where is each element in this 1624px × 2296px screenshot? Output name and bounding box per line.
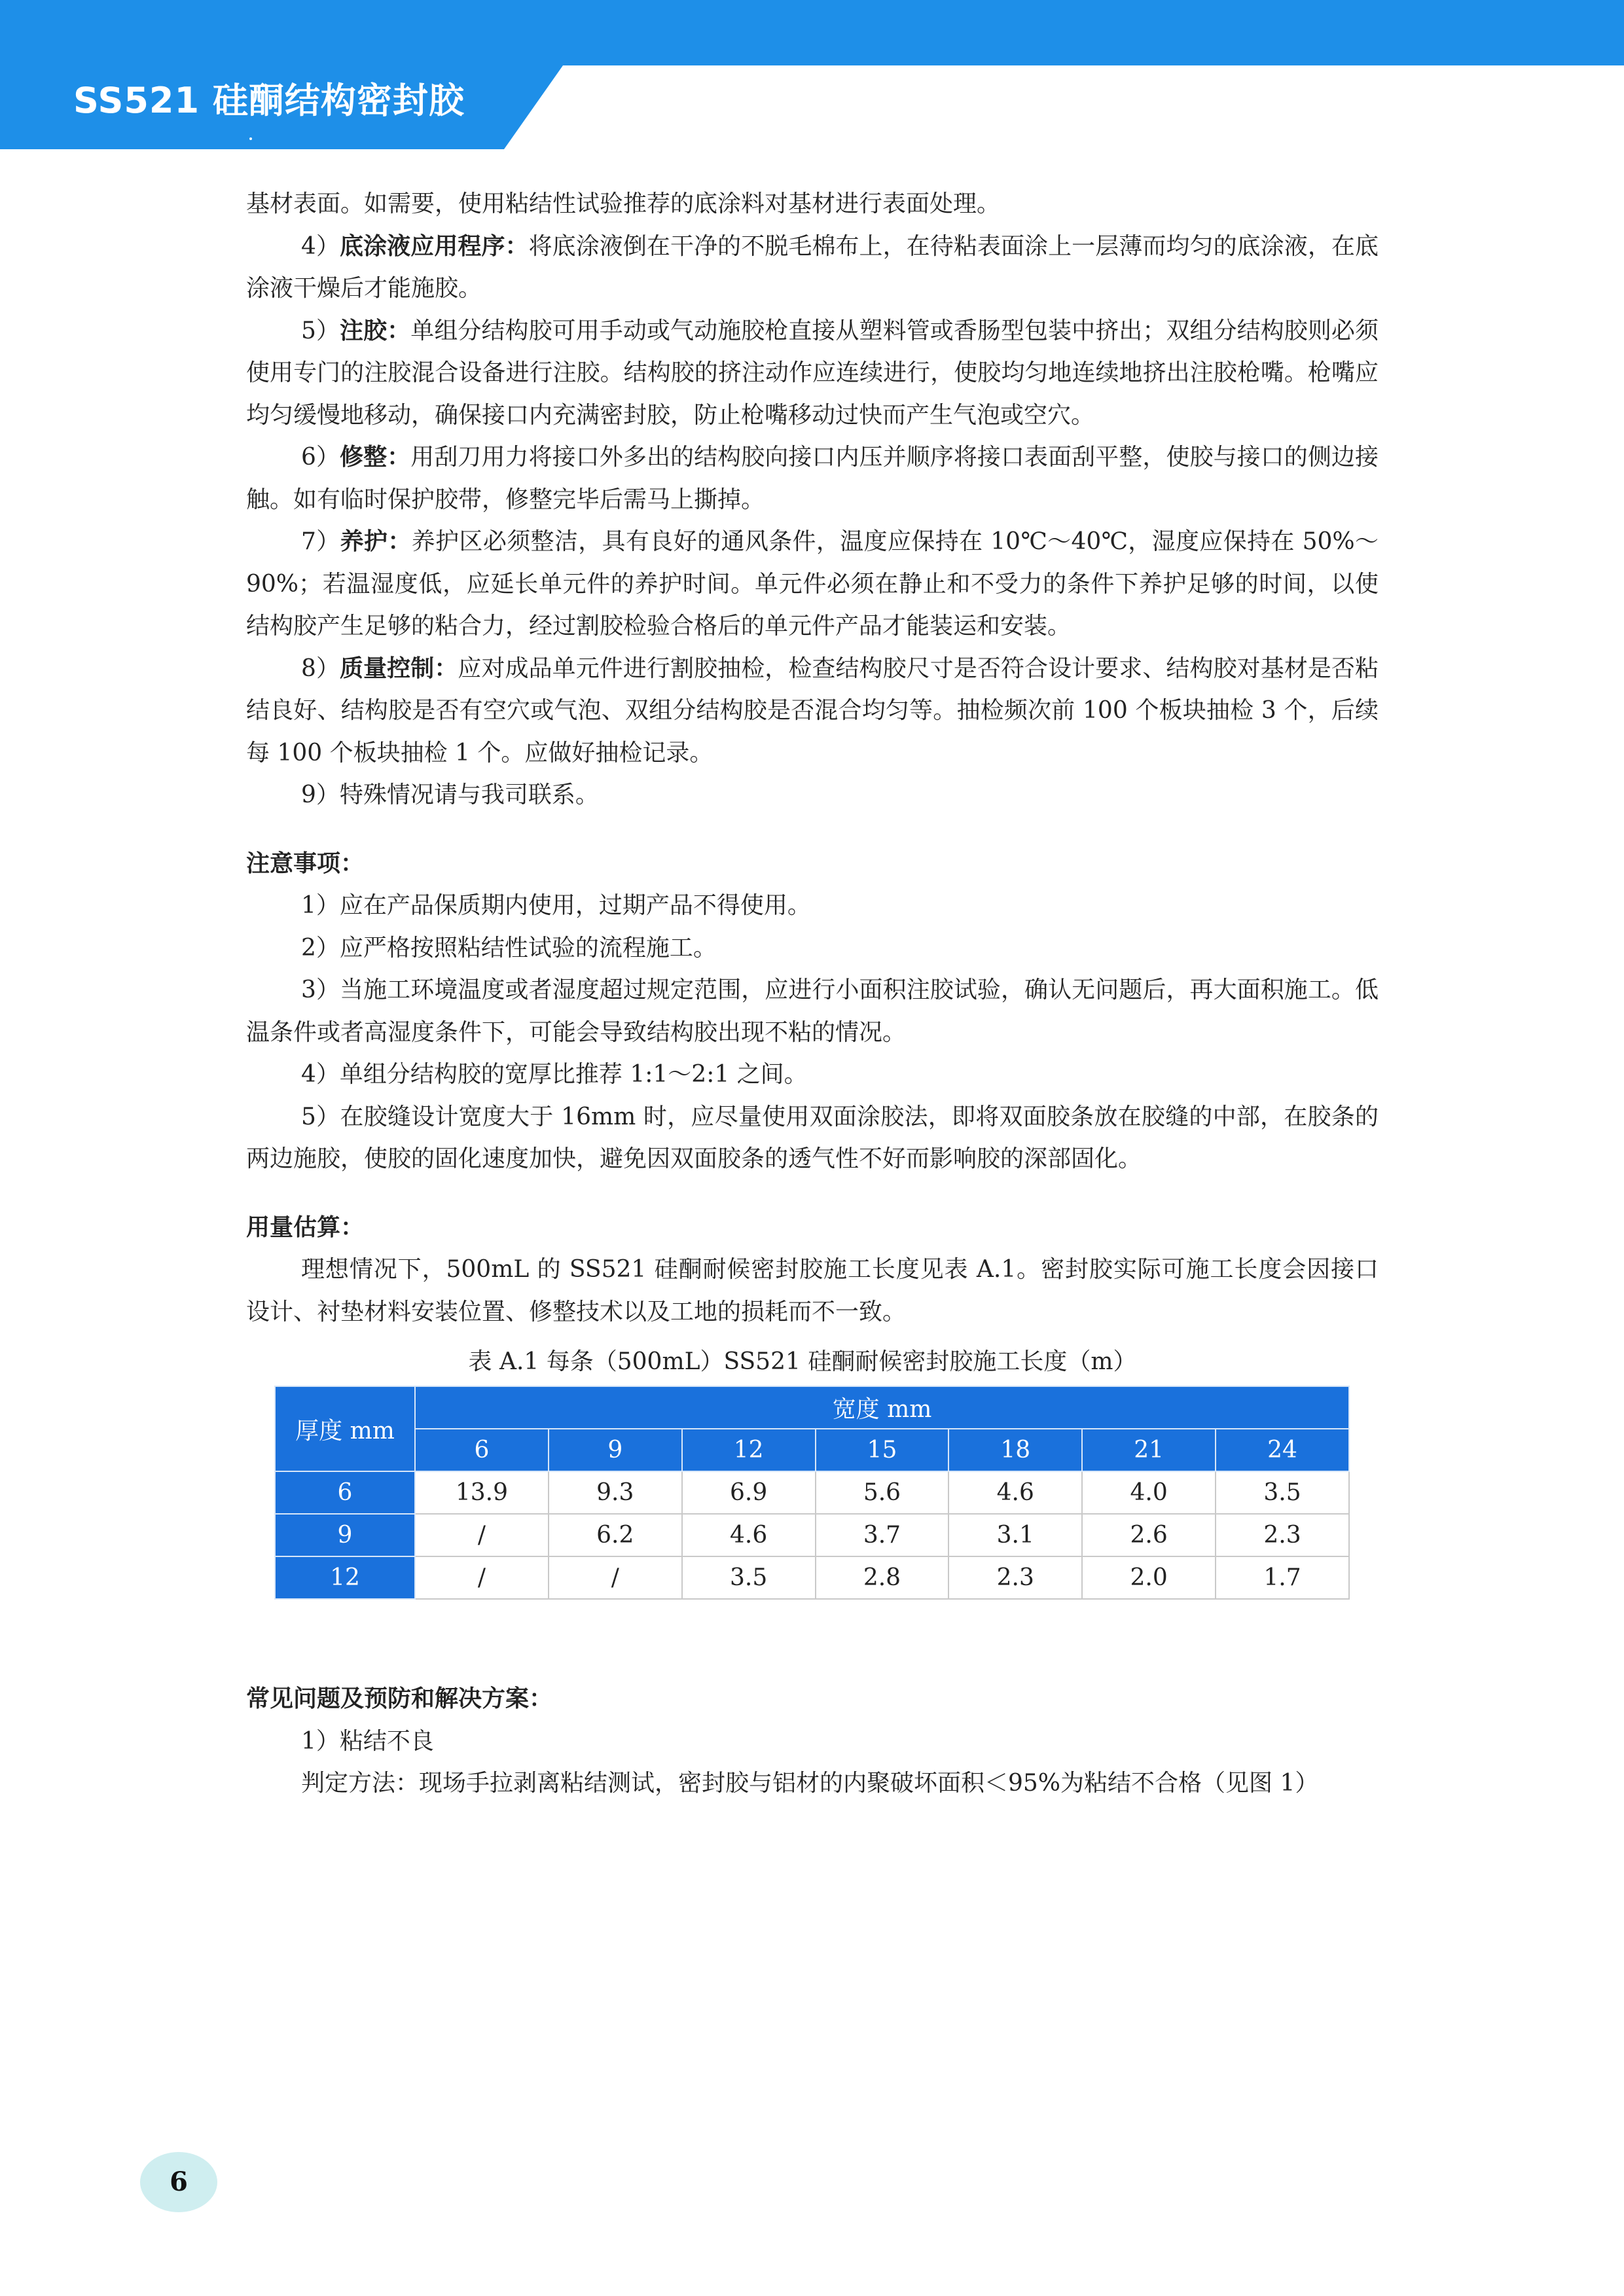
width-cell: 21 <box>1082 1429 1216 1471</box>
width-cell: 24 <box>1216 1429 1349 1471</box>
width-cell: 9 <box>549 1429 682 1471</box>
note-item: 4）单组分结构胶的宽厚比推荐 1:1～2:1 之间。 <box>301 1061 808 1088</box>
faq-item-title: 1）粘结不良 <box>301 1727 434 1755</box>
step-label: 5） <box>301 317 340 344</box>
value-cell: 3.5 <box>1216 1471 1349 1514</box>
step-quality-control <box>246 648 1379 775</box>
value-cell: 13.9 <box>415 1471 549 1514</box>
value-cell: 2.8 <box>816 1556 949 1599</box>
yield-table <box>274 1386 1350 1600</box>
value-cell: / <box>549 1556 682 1599</box>
paragraph-substrate: 基材表面。如需要，使用粘结性试验推荐的底涂料对基材进行表面处理。 <box>246 190 1001 217</box>
value-cell: 3.1 <box>948 1514 1082 1556</box>
step-title: 养护： <box>340 528 412 555</box>
step-injection <box>246 310 1379 437</box>
table-row <box>275 1514 1349 1556</box>
value-cell: 4.0 <box>1082 1471 1216 1514</box>
step-text: 应对成品单元件进行割胶抽检，检查结构胶尺寸是否符合设计要求、结构胶对基材是否粘结良好、结构胶是否有空穴或气泡、双组分结构胶是否混合均匀等。抽检频次前 100 个板块抽检 3 个，后续每 100 个板块抽检 1 个。应做好抽检记录。 <box>246 655 1379 766</box>
thickness-cell: 9 <box>275 1514 415 1556</box>
step-label: 8） <box>301 655 340 682</box>
value-cell: 4.6 <box>682 1514 816 1556</box>
step-text: 将底涂液倒在干净的不脱毛棉布上，在待粘表面涂上一层薄而均匀的底涂液，在底涂液干燥后才能施胶。 <box>246 232 1379 302</box>
value-cell: 6.9 <box>682 1471 816 1514</box>
step-title: 底涂液应用程序： <box>340 232 529 260</box>
document-title: SS521 硅酮结构密封胶 <box>73 80 465 121</box>
note-item: 3）当施工环境温度或者湿度超过规定范围，应进行小面积注胶试验，确认无问题后，再大面积施工。低温条件或者高湿度条件下，可能会导致结构胶出现不粘的情况。 <box>246 977 1379 1046</box>
thickness-header: 厚度 mm <box>275 1386 415 1471</box>
width-header: 宽度 mm <box>415 1386 1349 1429</box>
faq-judge-method: 判定方法：现场手拉剥离粘结测试，密封胶与铝材的内聚破坏面积＜95%为粘结不合格（见图 1） <box>301 1770 1319 1797</box>
faq-heading: 常见问题及预防和解决方案： <box>246 1685 553 1712</box>
table-row <box>275 1556 1349 1599</box>
page-number-badge: 6 <box>140 2152 217 2212</box>
value-cell: / <box>415 1514 549 1556</box>
value-cell: 6.2 <box>549 1514 682 1556</box>
step-title: 注胶： <box>340 317 411 344</box>
value-cell: 2.3 <box>948 1556 1082 1599</box>
usage-text: 理想情况下，500mL 的 SS521 硅酮耐候密封胶施工长度见表 A.1。密封胶实际可施工长度会因接口设计、衬垫材料安装位置、修整技术以及工地的损耗而不一致。 <box>246 1256 1379 1325</box>
table-row <box>275 1471 1349 1514</box>
value-cell: / <box>415 1556 549 1599</box>
value-cell: 2.6 <box>1082 1514 1216 1556</box>
step-label: 4） <box>301 232 340 260</box>
width-cell: 18 <box>948 1429 1082 1471</box>
step-title: 修整： <box>340 444 411 471</box>
step-special-cases: 9）特殊情况请与我司联系。 <box>301 781 599 808</box>
value-cell: 1.7 <box>1216 1556 1349 1599</box>
page-content <box>246 183 1379 1805</box>
value-cell: 3.7 <box>816 1514 949 1556</box>
value-cell: 4.6 <box>948 1471 1082 1514</box>
value-cell: 5.6 <box>816 1471 949 1514</box>
thickness-cell: 6 <box>275 1471 415 1514</box>
step-text: 养护区必须整洁，具有良好的通风条件，温度应保持在 10℃～40℃，湿度应保持在 50%～90%；若温湿度低，应延长单元件的养护时间。单元件必须在静止和不受力的条件下养护足够的时间，以使结构胶产生足够的粘合力，经过割胶检验合格后的单元件产品才能装运和安装。 <box>246 528 1379 639</box>
usage-heading: 用量估算： <box>246 1213 365 1241</box>
table-caption: 表 A.1 每条（500mL）SS521 硅酮耐候密封胶施工长度（m） <box>468 1348 1137 1375</box>
header-bar <box>0 0 1624 65</box>
step-primer <box>246 226 1379 310</box>
header-dot <box>249 137 252 140</box>
step-curing <box>246 521 1379 648</box>
step-label: 7） <box>301 528 340 555</box>
note-item: 5）在胶缝设计宽度大于 16mm 时，应尽量使用双面涂胶法，即将双面胶条放在胶缝的中部，在胶条的两边施胶，使胶的固化速度加快，避免因双面胶条的透气性不好而影响胶的深部固化。 <box>246 1103 1379 1172</box>
step-finishing <box>246 437 1379 521</box>
step-text: 单组分结构胶可用手动或气动施胶枪直接从塑料管或香肠型包装中挤出；双组分结构胶则必须使用专门的注胶混合设备进行注胶。结构胶的挤注动作应连续进行，使胶均匀地连续地挤出注胶枪嘴。枪嘴应均匀缓慢地移动，确保接口内充满密封胶，防止枪嘴移动过快而产生气泡或空穴。 <box>246 317 1379 429</box>
table-width-row <box>275 1429 1349 1471</box>
step-label: 6） <box>301 444 340 471</box>
step-title: 质量控制： <box>340 655 458 682</box>
value-cell: 2.0 <box>1082 1556 1216 1599</box>
value-cell: 2.3 <box>1216 1514 1349 1556</box>
thickness-cell: 12 <box>275 1556 415 1599</box>
width-cell: 15 <box>816 1429 949 1471</box>
note-item: 1）应在产品保质期内使用，过期产品不得使用。 <box>301 892 811 919</box>
table-header-row <box>275 1386 1349 1429</box>
note-item: 2）应严格按照粘结性试验的流程施工。 <box>301 934 717 961</box>
width-cell: 6 <box>415 1429 549 1471</box>
step-text: 用刮刀用力将接口外多出的结构胶向接口内压并顺序将接口表面刮平整，使胶与接口的侧边接触。如有临时保护胶带，修整完毕后需马上撕掉。 <box>246 444 1379 513</box>
notes-heading: 注意事项： <box>246 850 365 877</box>
value-cell: 3.5 <box>682 1556 816 1599</box>
width-cell: 12 <box>682 1429 816 1471</box>
value-cell: 9.3 <box>549 1471 682 1514</box>
